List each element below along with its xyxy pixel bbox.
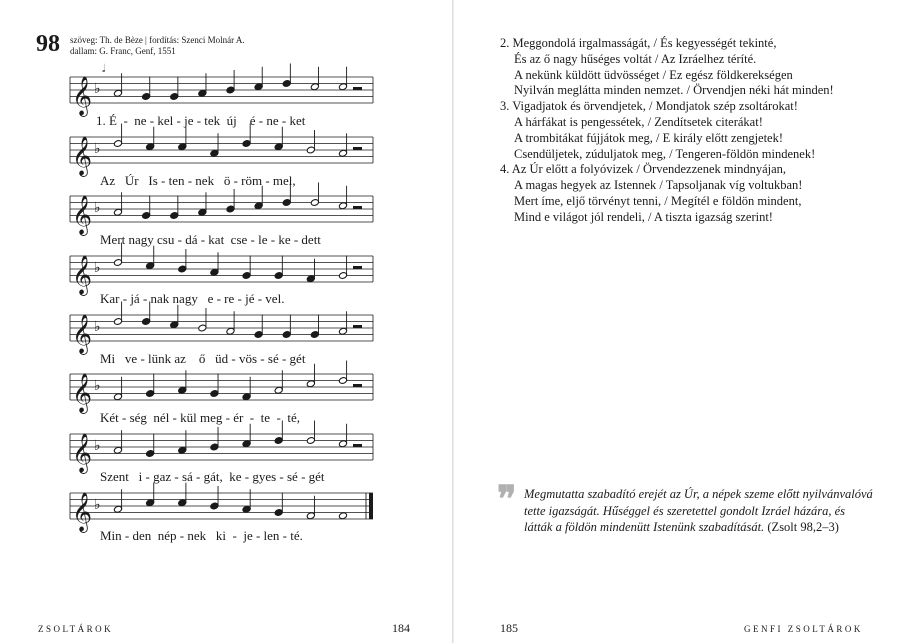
lyric-line: Szent i - gaz - sá - gát, ke - gyes - sé - gét — [100, 469, 325, 484]
lyric-line: 1. É - ne - kel - je - tek új é - ne - ket — [96, 113, 306, 128]
psalm-number: 98 — [36, 31, 60, 57]
footer-left-label: ZSOLTÁROK — [38, 624, 114, 634]
treble-clef-icon: 𝄞 — [72, 136, 93, 176]
rest-icon — [353, 206, 362, 209]
page-number-right: 185 — [500, 621, 518, 635]
stanza-line: Csendüljetek, zúduljatok meg, / Tengeren-földön mindenek! — [514, 146, 816, 161]
rest-icon — [353, 325, 362, 328]
treble-clef-icon: 𝄞 — [72, 255, 93, 295]
page-number-left: 184 — [392, 621, 410, 635]
flat-sign-icon: ♭ — [94, 81, 101, 97]
flat-sign-icon: ♭ — [94, 319, 101, 335]
credits-melody: dallam: G. Franc, Genf, 1551 — [70, 46, 176, 56]
treble-clef-icon: 𝄞 — [72, 314, 93, 354]
stanza-line: Mind e világot jól rendeli, / A tiszta igazság szerint! — [514, 209, 773, 224]
stanza — [500, 36, 880, 99]
stanza-line: 3. Vigadjatok és örvendjetek, / Mondjatok szép zsoltárokat! — [500, 99, 798, 114]
lyric-line: Min - den nép - nek ki - je - len - té. — [100, 528, 303, 543]
footer-right-label: GENFI ZSOLTÁROK — [744, 624, 863, 634]
flat-sign-icon: ♭ — [94, 141, 101, 157]
quote-reference: (Zsolt 98,2–3) — [767, 520, 839, 534]
flat-sign-icon: ♭ — [94, 438, 101, 454]
stanza — [500, 99, 880, 162]
quote-mark-icon: ❞ — [497, 478, 517, 520]
treble-clef-icon: 𝄞 — [72, 492, 93, 532]
stanza-line: A nekünk küldött üdvösséget / Ez egész földkerekségen — [514, 67, 793, 82]
flat-sign-icon: ♭ — [94, 378, 101, 394]
treble-clef-icon: 𝄞 — [72, 76, 93, 116]
rest-icon — [353, 147, 362, 150]
rest-icon — [353, 384, 362, 387]
stanza-line: 4. Az Úr előtt a folyóvizek / Örvendezzenek mindnyájan, — [500, 162, 787, 177]
flat-sign-icon: ♭ — [94, 200, 101, 216]
lyric-line: Mi ve - lünk az ő üd - vös - sé - gét — [100, 351, 306, 366]
stanza-line: A hárfákat is pengessétek, / Zendítsetek citerákat! — [514, 114, 763, 129]
stanza-line: És az ő nagy hűséges voltát / Az Izráelhez téríté. — [514, 51, 757, 66]
note-head — [338, 512, 347, 520]
lyric-line: Két - ség nél - kül meg - ér - te - té, — [100, 410, 300, 425]
rest-icon — [353, 266, 362, 269]
music-score — [0, 0, 453, 643]
half-note-icon: 𝅗𝅥 — [102, 63, 106, 75]
flat-sign-icon: ♭ — [94, 497, 101, 513]
stanza-line: A trombitákat fújjátok meg, / E király előtt zengjetek! — [514, 130, 784, 145]
lyric-line: Mert nagy csu - dá - kat cse - le - ke - dett — [100, 232, 321, 247]
lyric-line: Kar - já - nak nagy e - re - jé - vel. — [100, 291, 285, 306]
stanzas-block — [500, 36, 880, 226]
flat-sign-icon: ♭ — [94, 260, 101, 276]
final-barline — [369, 493, 373, 519]
rest-icon — [353, 87, 362, 90]
stanza-line: A magas hegyek az Istennek / Tapsoljanak víg voltukban! — [514, 178, 803, 193]
treble-clef-icon: 𝄞 — [72, 373, 93, 413]
treble-clef-icon: 𝄞 — [72, 195, 93, 235]
quote-text: Megmutatta szabadító erejét az Úr, a népek szeme előtt nyilvánvalóvá tette igazságát. Hűséggel és szeretettel gondolt Izráel házára, és látták a földön mindenütt Istenünk szabadítását. — [524, 487, 873, 534]
stanza-line: 2. Meggondolá irgalmasságát, / És kegyességét tekinté, — [500, 36, 777, 50]
stanza-line: Nyilván meglátta minden nemzet. / Örvendjen néki hát minden! — [514, 83, 834, 98]
credits-text: szöveg: Th. de Bèze | fordítás: Szenci Molnár A. — [70, 35, 245, 45]
stanza-line: Mert íme, eljő törvényt tenni, / Megítél e földön mindent, — [514, 193, 802, 208]
rest-icon — [353, 444, 362, 447]
scripture-quote — [524, 486, 874, 536]
stanza — [500, 162, 880, 225]
treble-clef-icon: 𝄞 — [72, 433, 93, 473]
lyric-line: Az Úr Is - ten - nek ö - röm - mel, — [100, 173, 296, 188]
